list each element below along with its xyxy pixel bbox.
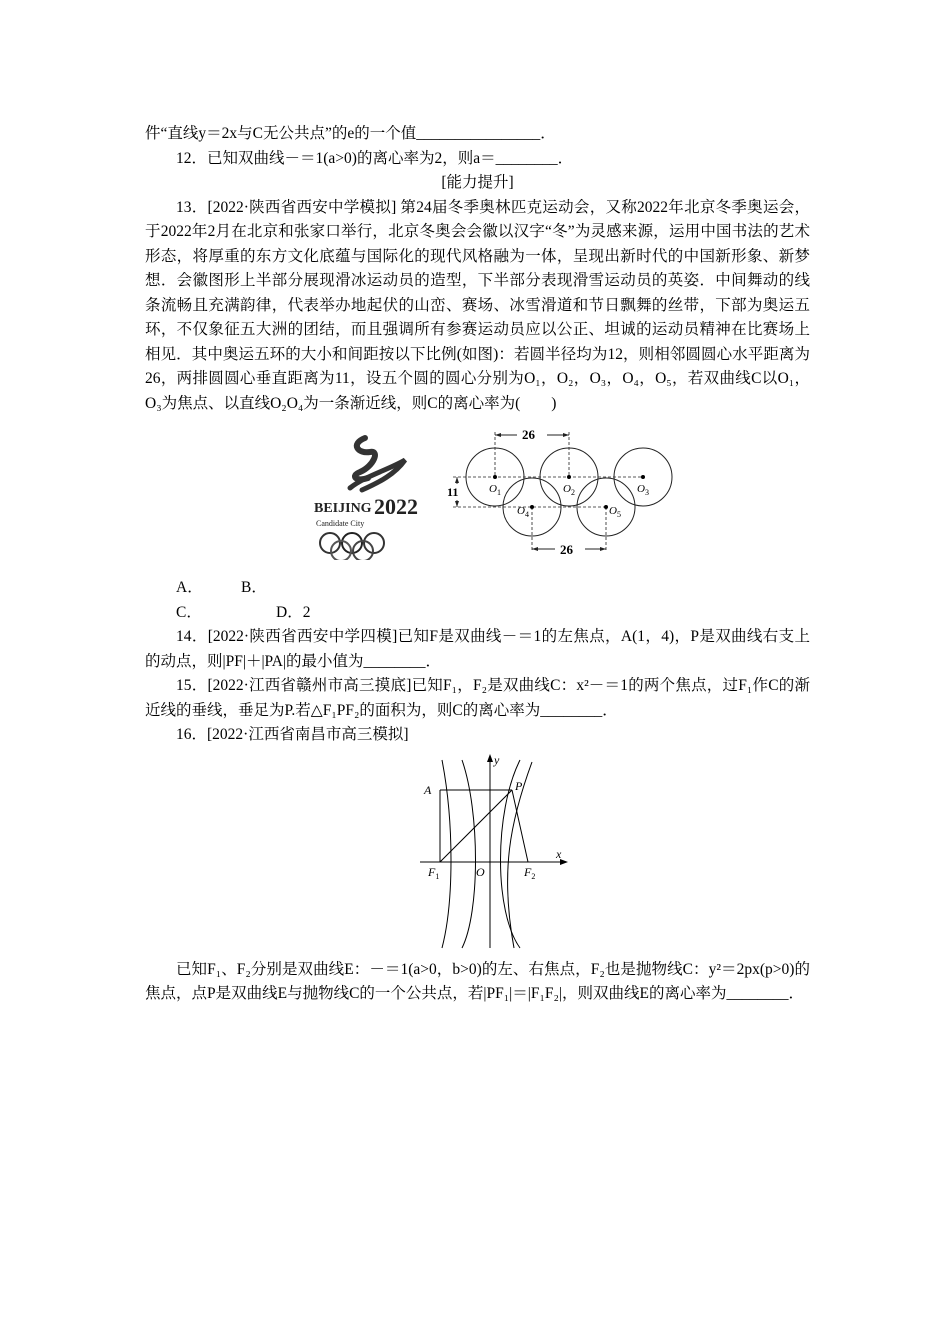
dim-bottom-label: 26 bbox=[560, 542, 573, 557]
hyperbola-figure bbox=[145, 752, 810, 952]
origin-label: O bbox=[476, 864, 485, 879]
rings-diagram bbox=[445, 422, 685, 572]
label-o1: $O_1$ bbox=[489, 483, 501, 497]
logo-beijing-text: BEIJING bbox=[314, 501, 372, 516]
choice-c: C． bbox=[176, 603, 202, 621]
label-o4: $O_4$ bbox=[517, 505, 529, 519]
label-o5: $O_5$ bbox=[609, 505, 621, 519]
choice-a: A． bbox=[176, 579, 203, 596]
choices-row-1 bbox=[176, 576, 810, 601]
logo-subtitle-text: Candidate City bbox=[316, 519, 365, 528]
logo-year-text: 2022 bbox=[374, 494, 418, 519]
question-16-head: 16．[2022·江西省南昌市高三模拟] bbox=[176, 726, 409, 743]
q11-tail-line: 件“直线y＝2x与C无公共点”的e的一个值________________． bbox=[145, 125, 556, 142]
label-o2: $O_2$ bbox=[563, 483, 575, 497]
question-12: 12．已知双曲线－＝1(a>0)的离心率为2，则a＝________． bbox=[176, 149, 574, 167]
choice-b: B． bbox=[241, 579, 267, 596]
question-15: 15．[2022·江西省赣州市高三摸底]已知F₁，F₂是双曲线C：x²－＝1的两个焦点，过F₁作C的渐近线的垂线，垂足为P.若△F₁PF₂的面积为，则C的离心率为________． bbox=[145, 677, 810, 719]
logo-olympic-rings bbox=[320, 533, 384, 560]
point-f2-label: $F_2$ bbox=[524, 864, 536, 881]
document-page bbox=[145, 122, 810, 1007]
point-f1-label: $F_1$ bbox=[428, 864, 440, 881]
axis-y-label: y bbox=[494, 752, 500, 767]
dim-top-label: 26 bbox=[522, 427, 535, 442]
choices-row-2 bbox=[176, 601, 810, 626]
axis-x-label: x bbox=[556, 846, 562, 861]
dim-side-label: 11 bbox=[447, 485, 459, 499]
section-heading: [能力提升] bbox=[441, 174, 514, 191]
point-a-label: A bbox=[424, 782, 432, 797]
choice-d: D．2 bbox=[276, 603, 311, 621]
question-13: 13．[2022·陕西省西安中学模拟] 第24届冬季奥林匹克运动会，又称2022年北京冬季奥运会，于2022年2月在北京和张家口举行，北京冬奥会会徽以汉字“冬”为灵感来源，运用中国书法的艺术形态，将厚重的东方文化底蕴与国际化的现代风格融为一体，呈现出新时代的中国新形象、新梦想．会徽图形上半部分展现滑冰运动员的造型，下半部分表现滑雪运动员的英姿．中间舞动的线条流畅且充满韵律，代表举办地起伏的山峦、赛场、冰雪滑道和节日飘舞的丝带，下部为奥运五环，不仅象征五大洲的团结，而且强调所有参赛运动员应以公正、坦诚的运动员精神在比赛场上相见．其中奥运五环的大小和间距按以下比例(如图)：若圆半径均为12，则相邻圆圆心水平距离为26，两排圆圆心垂直距离为11，设五个圆的圆心分别为O₁，O₂，O₃，O₄，O₅，若双曲线C以O₁，O₃为焦点、以直线O₂O₄为一条渐近线，则C的离心率为( ) bbox=[145, 198, 810, 412]
hyperbola-parabola-graph bbox=[420, 752, 570, 952]
point-p-label: P bbox=[515, 778, 523, 793]
question-14: 14．[2022·陕西省西安中学四模]已知F是双曲线－＝1的左焦点，A(1，4)，P是双曲线右支上的动点，则|PF|＋|PA|的最小值为________． bbox=[145, 628, 810, 670]
beijing-2022-logo bbox=[310, 430, 450, 560]
label-o3: $O_3$ bbox=[637, 483, 649, 497]
question-16-body: 已知F₁、F₂分别是双曲线E：－＝1(a>0，b>0)的左、右焦点，F₂也是抛物线C：y²＝2px(p>0)的焦点，点P是双曲线E与抛物线C的一个公共点，若|PF₁|＝|F₁F₂|，则双曲线E的离心率为________． bbox=[145, 960, 810, 1002]
olympic-figure bbox=[145, 422, 810, 572]
